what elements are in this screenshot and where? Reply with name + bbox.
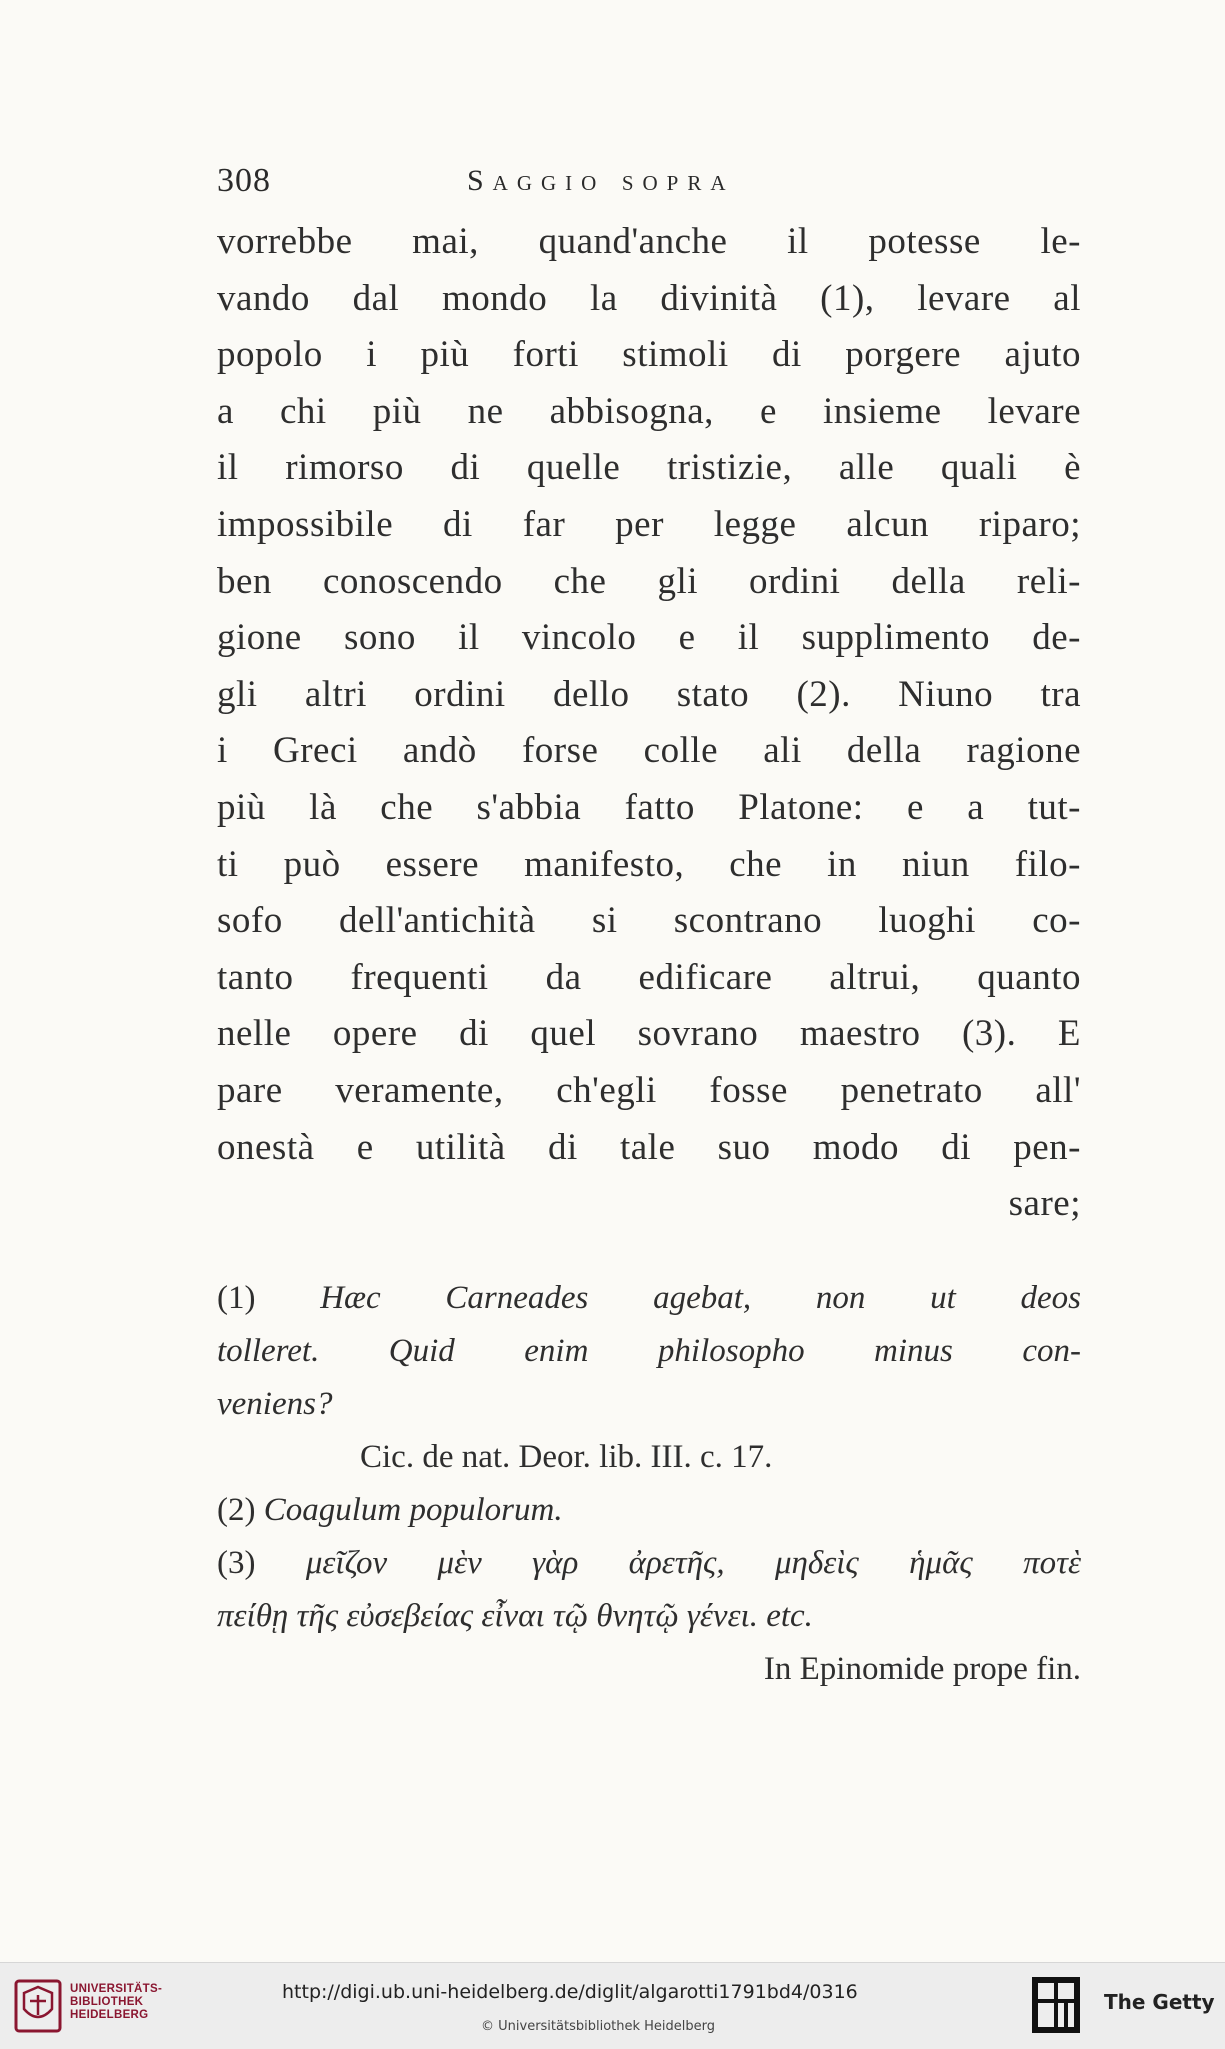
library-name (70, 1983, 162, 2022)
text-line: gione sono il vincolo e il supplimento de- (217, 617, 1081, 659)
text-line: vorrebbe mai, quand'anche il potesse le- (217, 221, 1081, 262)
footnote-3-citation: In Epinomide prope fin. (763, 1651, 1081, 1687)
running-head: Saggio sopra (467, 164, 735, 197)
text-line: pare veramente, ch'egli fosse penetrato all' (217, 1069, 1081, 1111)
university-seal-icon (14, 1979, 62, 2033)
partner-name: The Getty (1104, 1990, 1215, 2014)
copyright-notice: © Universitätsbibliothek Heidelberg (481, 2019, 716, 2034)
permalink-url[interactable]: http://digi.ub.uni-heidelberg.de/diglit/algarotti1791bd4/0316 (282, 1981, 858, 2003)
footnote-1-citation: Cic. de nat. Deor. lib. III. c. 17. (360, 1439, 773, 1475)
text-line: il rimorso di quelle tristizie, alle quali è (217, 447, 1081, 489)
text-line: i Greci andò forse colle ali della ragione (217, 730, 1081, 772)
text-line: impossibile di far per legge alcun riparo; (217, 503, 1081, 545)
footnote-3 (217, 1537, 1081, 1590)
library-name-line: HEIDELBERG (70, 2009, 149, 2021)
footnote-greek-text: μεῖζον μὲν γὰρ ἀρετῆς, μηδεὶς ἡμᾶς ποτὲ (305, 1545, 1082, 1581)
footnote-marker: (1) (217, 1280, 256, 1316)
viewer-footer (0, 1962, 1225, 2049)
page-number: 308 (217, 162, 271, 199)
text-line: più là che s'abbia fatto Platone: e a tut- (217, 786, 1081, 828)
footnotes (217, 1272, 1081, 1696)
getty-logo-icon (1032, 1977, 1080, 2033)
text-line: gli altri ordini dello stato (2). Niuno tra (217, 673, 1081, 715)
text-line: sofo dell'antichità si scontrano luoghi co- (217, 900, 1081, 942)
footnote-2 (217, 1484, 1081, 1537)
text-line: ben conoscendo che gli ordini della reli- (217, 560, 1081, 602)
footnote-3-line-2: πείθῃ τῆς εὐσεβείας εἶναι τῷ θνητῷ γένει. etc. (217, 1598, 813, 1634)
footnote-text: Hæc Carneades agebat, non ut deos (320, 1280, 1081, 1316)
text-line-last: sare; (1008, 1183, 1081, 1225)
text-line: nelle opere di quel sovrano maestro (3). E (217, 1013, 1081, 1055)
text-line: vando dal mondo la divinità (1), levare al (217, 277, 1081, 319)
library-name-line: UNIVERSITÄTS- (70, 1983, 163, 1995)
text-line: onestà e utilità di tale suo modo di pen- (217, 1126, 1081, 1168)
footnote-1-line-2: tolleret. Quid enim philosopho minus con- (217, 1333, 1081, 1369)
footnote-1 (217, 1272, 1081, 1325)
text-line: popolo i più forti stimoli di porgere ajuto (217, 334, 1081, 376)
text-line: a chi più ne abbisogna, e insieme levare (217, 390, 1081, 432)
footnote-marker: (3) (217, 1545, 256, 1581)
footnote-1-line-3: veniens? (217, 1386, 333, 1422)
body-text (217, 214, 1081, 1233)
library-name-line: BIBLIOTHEK (70, 1996, 144, 2008)
page-header (217, 162, 1097, 208)
footnote-marker: (2) (217, 1492, 256, 1528)
footnote-text: Coagulum populorum. (263, 1492, 563, 1528)
text-line: tanto frequenti da edificare altrui, quanto (217, 956, 1081, 998)
text-line: ti può essere manifesto, che in niun filo- (217, 843, 1081, 885)
